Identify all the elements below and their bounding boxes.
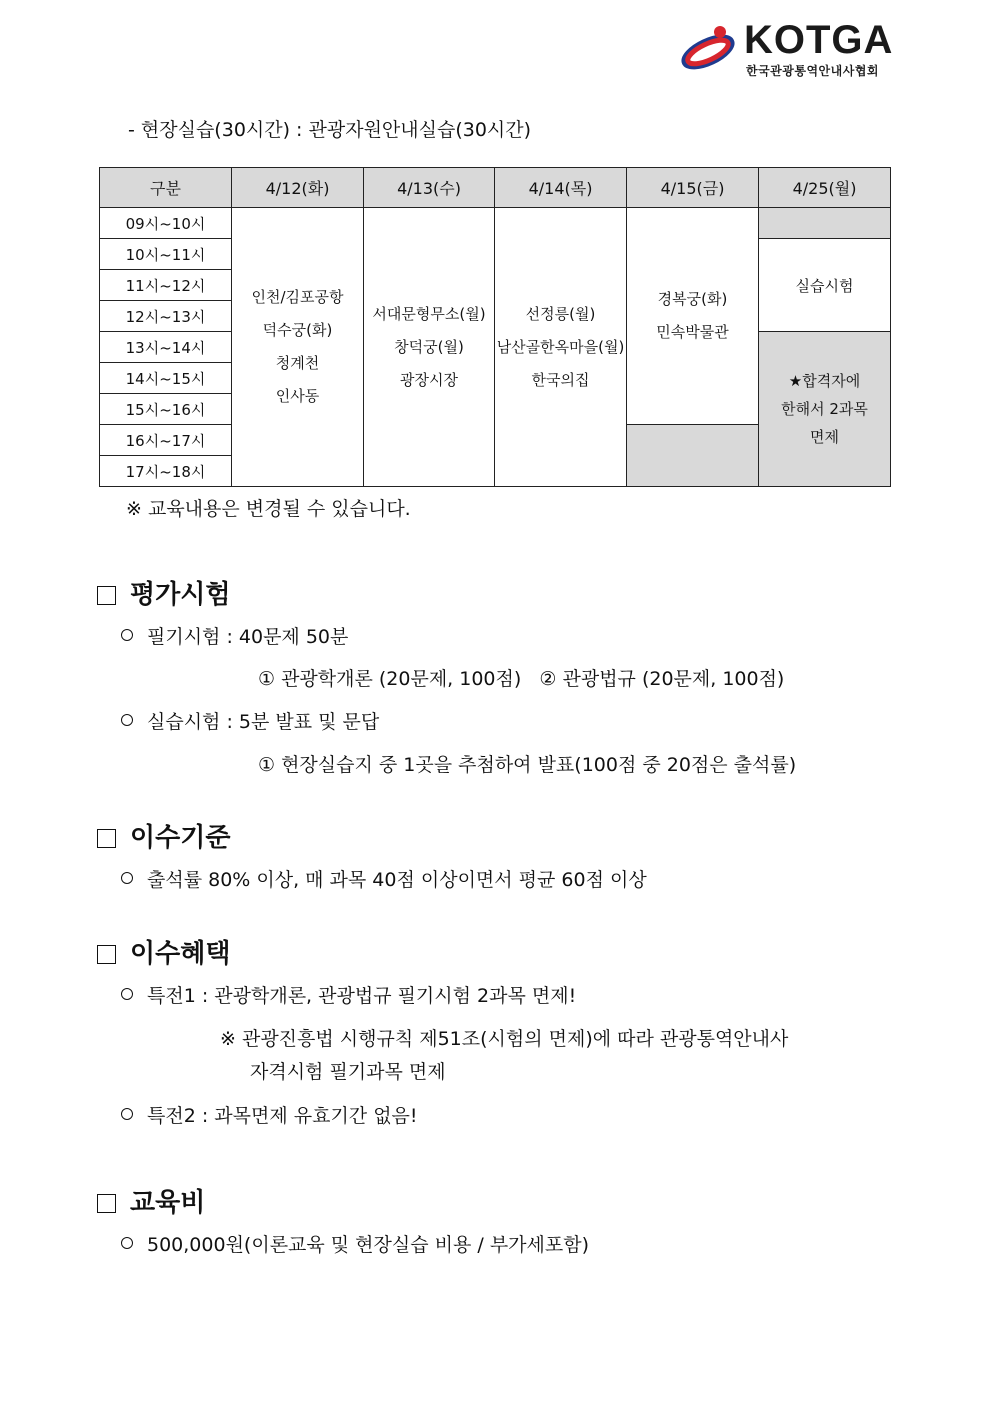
section-evaluation-title bbox=[97, 578, 230, 612]
header-day5: 4/25(월) bbox=[759, 168, 891, 208]
written-exam bbox=[121, 624, 348, 650]
checkbox-square-icon bbox=[97, 586, 116, 605]
completion-criteria bbox=[121, 867, 647, 893]
day3-place: 한국의집 bbox=[531, 370, 590, 389]
completion-criteria-text: 출석률 80% 이상, 매 과목 40점 이상이면서 평균 60점 이상 bbox=[147, 869, 647, 891]
time-slot: 15시~16시 bbox=[100, 394, 232, 425]
time-slot: 16시~17시 bbox=[100, 425, 232, 456]
benefit-2-text: 특전2 : 과목면제 유효기간 없음! bbox=[147, 1105, 418, 1127]
practical-exam bbox=[121, 709, 379, 735]
circle-bullet-icon bbox=[121, 1237, 133, 1249]
table-row bbox=[100, 208, 891, 239]
time-slot: 12시~13시 bbox=[100, 301, 232, 332]
benefit-1 bbox=[121, 983, 576, 1009]
day4-empty-cell bbox=[627, 425, 759, 487]
practical-exam-detail: ① 현장실습지 중 1곳을 추첨하여 발표(100점 중 20점은 출석률) bbox=[258, 754, 797, 776]
day5-exemption-note bbox=[759, 332, 891, 487]
day4-place: 민속박물관 bbox=[656, 323, 729, 341]
day5-empty-cell bbox=[759, 208, 891, 239]
circle-bullet-icon bbox=[121, 714, 133, 726]
section-title-text: 이수혜택 bbox=[130, 939, 231, 969]
day2-place: 창덕궁(월) bbox=[394, 337, 464, 356]
checkbox-square-icon bbox=[97, 1194, 116, 1213]
day2-place: 광장시장 bbox=[400, 370, 458, 389]
section-title-text: 교육비 bbox=[130, 1188, 206, 1218]
day5-note-line: 한해서 2과목 bbox=[781, 400, 868, 418]
time-slot: 09시~10시 bbox=[100, 208, 232, 239]
schedule-header-row bbox=[100, 168, 891, 208]
section-completion-title bbox=[97, 821, 230, 855]
benefit-note-line2: 자격시험 필기과목 면제 bbox=[250, 1061, 446, 1083]
circle-bullet-icon bbox=[121, 629, 133, 641]
section-benefits-title bbox=[97, 937, 230, 971]
table-note: ※ 교육내용은 변경될 수 있습니다. bbox=[126, 498, 411, 520]
day3-place: 남산골한옥마을(월) bbox=[496, 337, 625, 356]
logo-org-name: 한국관광통역안내사협회 bbox=[746, 64, 880, 78]
time-slot: 13시~14시 bbox=[100, 332, 232, 363]
day5-note-line: 면제 bbox=[810, 428, 839, 446]
field-practice-intro: - 현장실습(30시간) : 관광자원안내실습(30시간) bbox=[128, 119, 532, 141]
time-slot: 11시~12시 bbox=[100, 270, 232, 301]
day4-place: 경복궁(화) bbox=[657, 290, 728, 308]
day5-note-line: ★합격자에 bbox=[788, 372, 861, 390]
fee-amount-text: 500,000원(이론교육 및 현장실습 비용 / 부가세포함) bbox=[147, 1234, 590, 1256]
day4-places bbox=[627, 208, 759, 425]
written-exam-text: 필기시험 : 40문제 50분 bbox=[147, 626, 349, 648]
section-title-text: 평가시험 bbox=[130, 580, 231, 610]
time-slot: 17시~18시 bbox=[100, 456, 232, 487]
header-day2: 4/13(수) bbox=[364, 168, 495, 208]
benefit-note-line1: ※ 관광진흥법 시행규칙 제51조(시험의 면제)에 따라 관광통역안내사 bbox=[220, 1028, 789, 1050]
circle-bullet-icon bbox=[121, 1108, 133, 1120]
fee-amount bbox=[121, 1232, 589, 1258]
schedule-table bbox=[99, 167, 891, 487]
header-day4: 4/15(금) bbox=[627, 168, 759, 208]
circle-bullet-icon bbox=[121, 988, 133, 1000]
logo-brand: KOTGA bbox=[744, 18, 894, 62]
day1-place: 인사동 bbox=[275, 387, 320, 405]
checkbox-square-icon bbox=[97, 829, 116, 848]
circle-bullet-icon bbox=[121, 872, 133, 884]
day1-place: 청계천 bbox=[275, 354, 320, 372]
time-slot: 10시~11시 bbox=[100, 239, 232, 270]
section-title-text: 이수기준 bbox=[130, 823, 231, 853]
day3-places bbox=[495, 208, 627, 487]
written-exam-detail: ① 관광학개론 (20문제, 100점) ② 관광법규 (20문제, 100점) bbox=[258, 668, 785, 690]
header-day3: 4/14(목) bbox=[495, 168, 627, 208]
header-day1: 4/12(화) bbox=[232, 168, 364, 208]
benefit-1-text: 특전1 : 관광학개론, 관광법규 필기시험 2과목 면제! bbox=[147, 985, 577, 1007]
practical-exam-text: 실습시험 : 5분 발표 및 문답 bbox=[147, 711, 380, 733]
kotga-logo-mark-icon bbox=[678, 22, 740, 74]
day2-places bbox=[364, 208, 495, 487]
day2-place: 서대문형무소(월) bbox=[372, 304, 486, 323]
checkbox-square-icon bbox=[97, 945, 116, 964]
kotga-logo bbox=[678, 18, 908, 80]
time-slot: 14시~15시 bbox=[100, 363, 232, 394]
section-fee-title bbox=[97, 1186, 205, 1220]
day1-places bbox=[232, 208, 364, 487]
day1-place: 인천/김포공항 bbox=[251, 288, 344, 306]
day3-place: 선정릉(월) bbox=[525, 304, 596, 323]
benefit-2 bbox=[121, 1103, 418, 1129]
header-category: 구분 bbox=[100, 168, 232, 208]
day1-place: 덕수궁(화) bbox=[262, 321, 333, 339]
day5-exam: 실습시험 bbox=[759, 239, 891, 332]
